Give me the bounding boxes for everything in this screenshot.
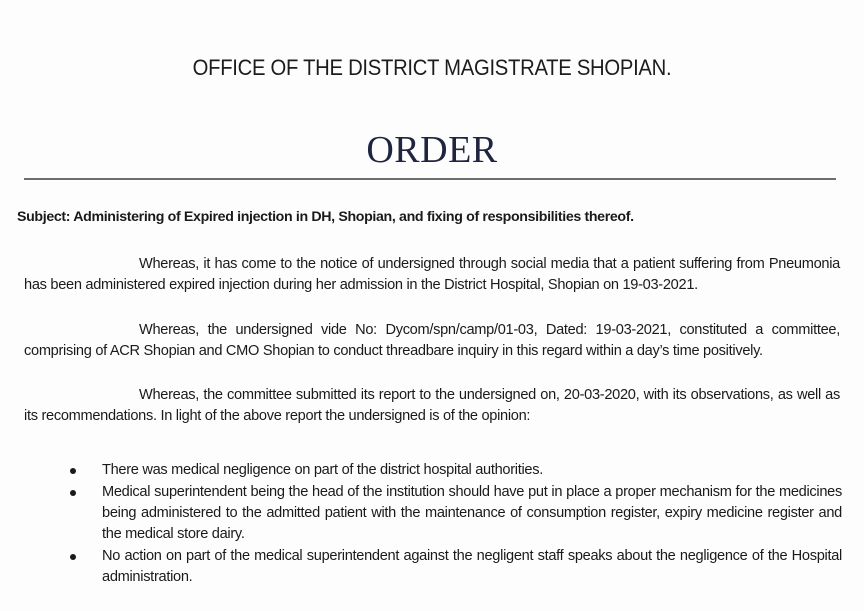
list-item [60,460,842,481]
office-heading: OFFICE OF THE DISTRICT MAGISTRATE SHOPIAN. [192,55,672,80]
horizontal-divider [24,178,836,180]
list-item-text: There was medical negligence on part of the district hospital authorities. [102,462,543,478]
paragraph-3-text: Whereas, the committee submitted its report to the undersigned on, 20-03-2020, with its observations, as well as its recommendations. In light of the above report the undersigned is of the opinion: [24,387,840,424]
opinion-list [60,460,842,589]
paragraph-2 [24,320,840,362]
list-item [60,482,842,545]
bullet-icon [70,468,76,474]
paragraph-1 [24,254,840,296]
list-item [60,546,842,588]
list-item-text: Medical superintendent being the head of the institution should have put in place a proper mechanism for the medicines being administered to the admitted patient with the maintenance of consumption register, expiry medicine register and the medical store dairy. [102,484,842,542]
list-item-text: No action on part of the medical superintendent against the negligent staff speaks about the negligence of the Hospital administration. [102,548,842,585]
order-title: ORDER [366,129,498,171]
bullet-icon [70,554,76,560]
subject-line: Subject: Administering of Expired injection in DH, Shopian, and fixing of responsibilities thereof. [17,209,634,225]
paragraph-3 [24,385,840,427]
paragraph-2-text: Whereas, the undersigned vide No: Dycom/spn/camp/01-03, Dated: 19-03-2021, constituted a committee, comprising of ACR Shopian and CMO Shopian to conduct threadbare inquiry in this regard within a day’s time positively. [24,322,840,359]
paragraph-1-text: Whereas, it has come to the notice of undersigned through social media that a patient suffering from Pneumonia has been administered expired injection during her admission in the District Hospital, Shopian on 19-03-2021. [24,256,840,293]
bullet-icon [70,490,76,496]
